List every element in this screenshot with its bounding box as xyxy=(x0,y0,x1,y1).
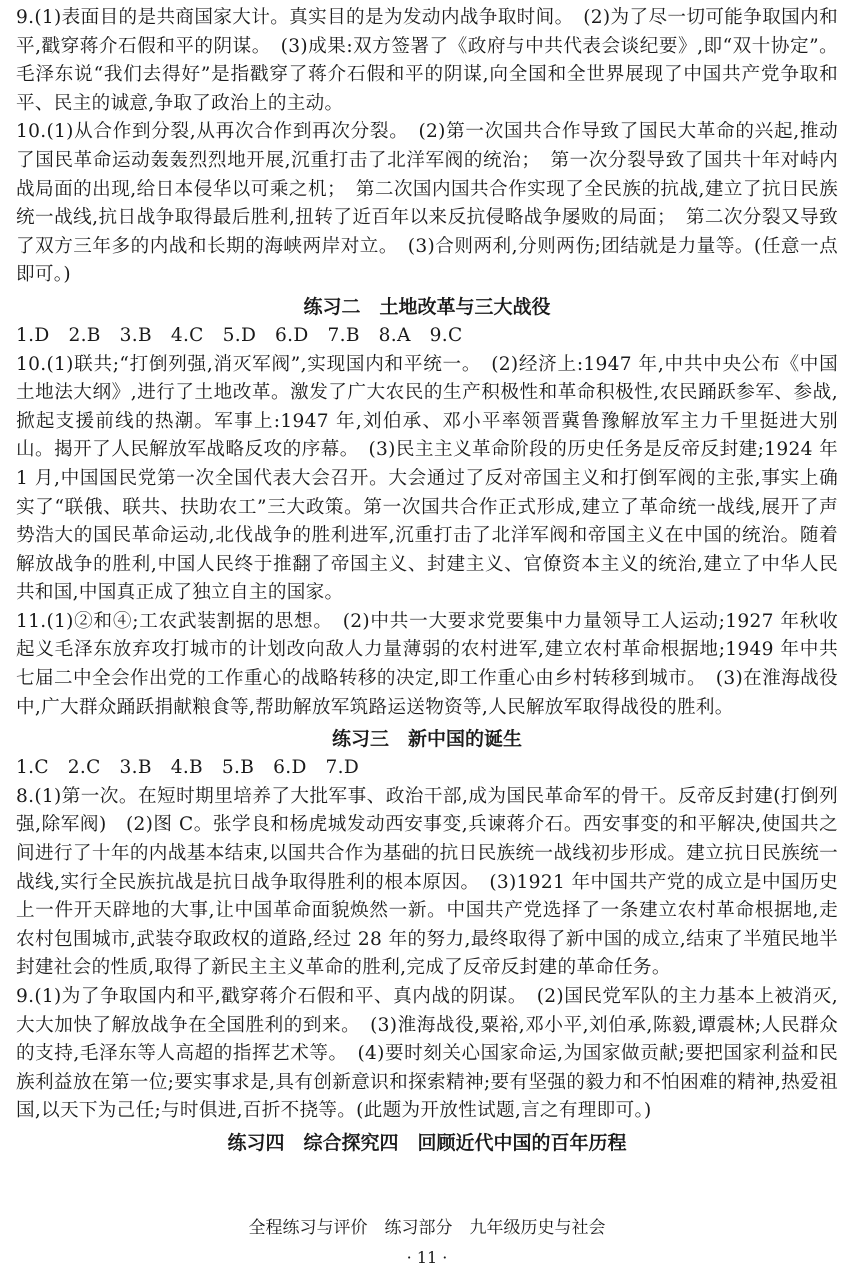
section-heading-exercise-4: 练习四 综合探究四 回顾近代中国的百年历程 xyxy=(227,1131,627,1154)
section-heading-exercise-2: 练习二 土地改革与三大战役 xyxy=(303,295,551,318)
s3-question-8-answer: 8.(1)第一次。在短时期里培养了大批军事、政治干部,成为国民革命军的骨干。反帝反封建(打倒列强,除军阀) (2)图 C。张学良和杨虎城发动西安事变,兵谏蒋介石。西安事变的和平解决,使国共之间进行了十年的内战基本结束,以国共合作为基础的抗日民族统一战线初步形成。建立抗日民族统一战线,实行全民族抗战是抗日战争取得胜利的根本原因。 (3)1921 年中国共产党的成立是中国历史上一件开天辟地的大事,让中国革命面貌焕然一新。中国共产党选择了一条建立农村革命根据地,走农村包围城市,武装夺取政权的道路,经过 28 年的努力,最终取得了新中国的成立,结束了半殖民地半封建社会的性质,取得了新民主主义革命的胜利,完成了反帝反封建的革命任务。 xyxy=(16,785,838,979)
s3-question-9-answer: 9.(1)为了争取国内和平,戳穿蒋介石假和平、真内战的阴谋。 (2)国民党军队的主力基本上被消灭,大大加快了解放战争在全国胜利的到来。 (3)淮海战役,粟裕,邓小平,刘伯承,陈毅,谭震林;人民群众的支持,毛泽东等人高超的指挥艺术等。 (4)要时刻关心国家命运,为国家做贡献;要把国家利益和民族利益放在第一位;要实事求是,具有创新意识和探索精神;要有坚强的毅力和不怕困难的精神,热爱祖国,以天下为己任;与时俱进,百折不挠等。(此题为开放性试题,言之有理即可。) xyxy=(16,986,838,1122)
answer-content xyxy=(16,4,838,1158)
section-heading-exercise-3: 练习三 新中国的诞生 xyxy=(331,728,522,751)
page-number: · 11 · xyxy=(406,1248,448,1267)
s2-question-10-answer: 10.(1)联共;“打倒列强,消灭军阀”,实现国内和平统一。 (2)经济上:1947 年,中共中央公布《中国土地法大纲》,进行了土地改革。激发了广大农民的生产积极性和革命积极性,农民踊跃参军、参战,掀起支援前线的热潮。军事上:1947 年,刘伯承、邓小平率领晋冀鲁豫解放军主力千里挺进大别山。揭开了人民解放军战略反攻的序幕。 (3)民主主义革命阶段的历史任务是反帝反封建;1924 年 1 月,中国国民党第一次全国代表大会召开。大会通过了反对帝国主义和打倒军阀的主张,事实上确实了“联俄、联共、扶助农工”三大政策。第一次国共合作正式形成,建立了革命统一战线,展开了声势浩大的国民革命运动,北伐战争的胜利进军,沉重打击了北洋军阀和帝国主义在中国的统治。随着解放战争的胜利,中国人民终于推翻了帝国主义、封建主义、官僚资本主义的统治,建立了中华人民共和国,中国真正成了独立自主的国家。 xyxy=(16,353,838,604)
page-footer: 全程练习与评价 练习部分 九年级历史与社会 xyxy=(248,1218,606,1238)
s1-question-9-answer: 9.(1)表面目的是共商国家大计。真实目的是为发动内战争取时间。 (2)为了尽一切可能争取国内和平,戳穿蒋介石假和平的阴谋。 (3)成果:双方签署了《政府与中共代表会谈纪要》,即“双十协定”。毛泽东说“我们去得好”是指戳穿了蒋介石假和平的阴谋,向全国和全世界展现了中国共产党争取和平、民主的诚意,争取了政治上的主动。 xyxy=(16,7,838,114)
s1-question-10-answer: 10.(1)从合作到分裂,从再次合作到再次分裂。 (2)第一次国共合作导致了国民大革命的兴起,推动了国民革命运动轰轰烈烈地开展,沉重打击了北洋军阀的统治； 第一次分裂导致了国共十年对峙内战局面的出现,给日本侵华以可乘之机； 第二次国内国共合作实现了全民族的抗战,建立了抗日民族统一战线,抗日战争取得最后胜利,扭转了近百年以来反抗侵略战争屡败的局面； 第二次分裂又导致了双方三年多的内战和长期的海峡两岸对立。 (3)合则两利,分则两伤;团结就是力量等。(任意一点即可。) xyxy=(16,121,838,286)
s2-choice-answers: 1.D 2.B 3.B 4.C 5.D 6.D 7.B 8.A 9.C xyxy=(16,324,463,346)
s2-question-11-answer: 11.(1)②和④;工农武装割据的思想。 (2)中共一大要求党要集中力量领导工人运动;1927 年秋收起义毛泽东放弃攻打城市的计划改向敌人力量薄弱的农村进军,建立农村革命根据地;1949 年中共七届二中全会作出党的工作重心的战略转移的决定,即工作重心由乡村转移到城市。 (3)在淮海战役中,广大群众踊跃捐献粮食等,帮助解放军筑路运送物资等,人民解放军取得战役的胜利。 xyxy=(16,610,838,718)
s3-choice-answers: 1.C 2.C 3.B 4.B 5.B 6.D 7.D xyxy=(16,757,360,779)
